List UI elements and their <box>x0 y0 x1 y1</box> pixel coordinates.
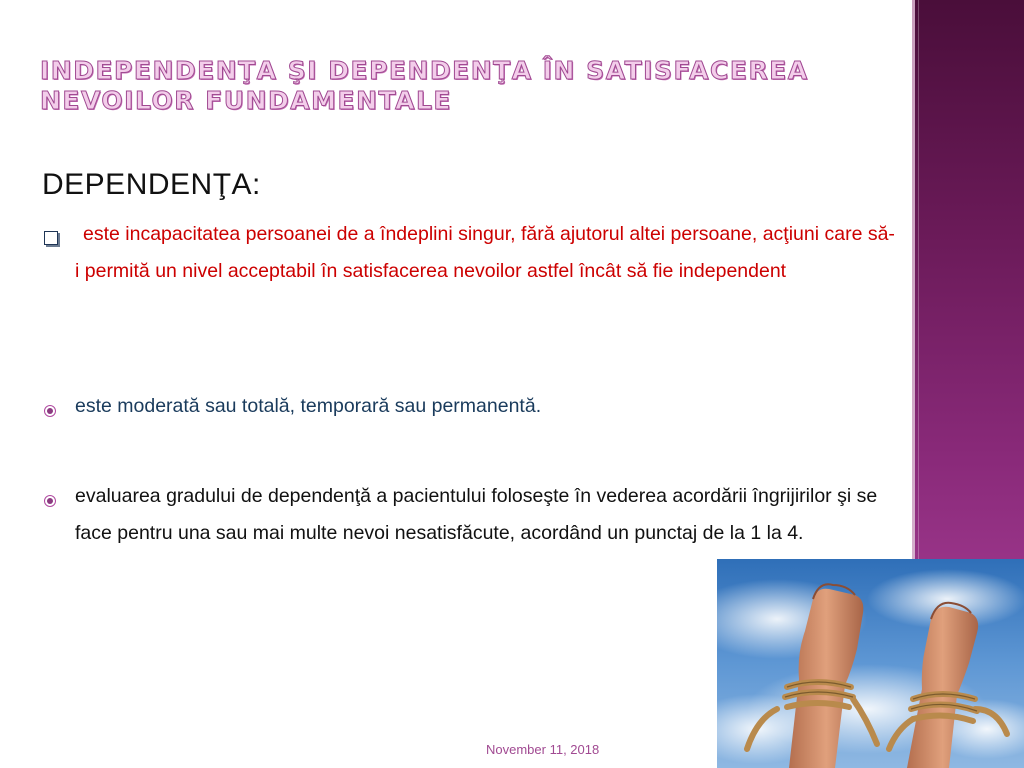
bullet-text: evaluarea gradului de dependenţă a pacientului foloseşte în vederea acordării îngrijirilor şi se face pentru una sau mai multe nevoi nesatisfăcute, acordând un punctaj de la 1 la 4. <box>75 485 878 544</box>
circle-bullet-icon <box>44 495 56 507</box>
slide-title: INDEPENDENŢA ŞI DEPENDENŢA ÎN SATISFACEREA NEVOILOR FUNDAMENTALE <box>40 56 809 115</box>
circle-bullet-icon <box>44 405 56 417</box>
footer-date: November 11, 2018 <box>486 742 600 757</box>
square-bullet-icon <box>44 231 58 245</box>
bullet-text: este incapacitatea persoanei de a îndeplini singur, fără ajutorul altei persoane, acţiuni care să-i permită un nivel acceptabil în satisfacerea nevoilor astfel încât să fie independent <box>75 223 895 282</box>
section-heading: DEPENDENŢA: <box>42 168 261 201</box>
tied-hands-photo <box>717 559 1024 768</box>
bullet-text: este moderată sau totală, temporară sau permanentă. <box>75 395 542 417</box>
